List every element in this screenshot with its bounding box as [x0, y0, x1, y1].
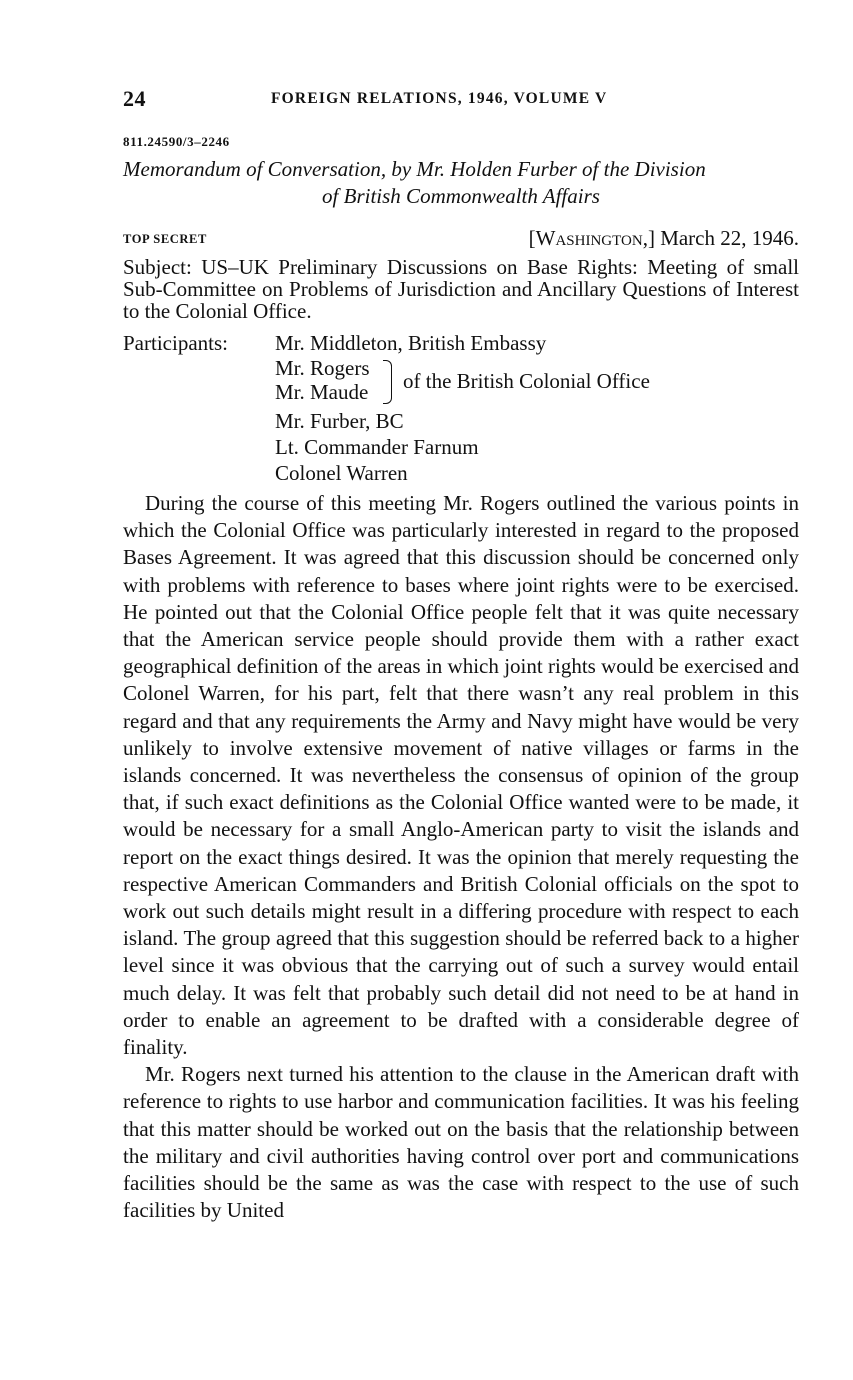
- participant: Mr. Rogers: [275, 356, 370, 380]
- participant: Mr. Middleton, British Embassy: [275, 331, 547, 355]
- date-line: [529, 226, 799, 251]
- participant: Mr. Maude: [275, 380, 369, 404]
- document-title-line-2: of British Commonwealth Affairs: [322, 184, 600, 208]
- page-number: 24: [123, 86, 146, 111]
- participant-group: [275, 356, 795, 408]
- document-title-line-1: Memorandum of Conversation, by Mr. Holden Furber of the Division: [123, 157, 706, 181]
- participant: Mr. Furber, BC: [275, 409, 404, 433]
- date: March 22, 1946.: [660, 226, 799, 250]
- subject: [123, 256, 799, 322]
- date-place: [Washington,]: [528, 226, 655, 250]
- participant: Lt. Commander Farnum: [275, 435, 479, 459]
- subject-text: US–UK Preliminary Discussions on Base Rights: Meeting of small Sub-Committee on Problems of Jurisdiction and Ancillary Questions of Interest to the Colonial Office.: [123, 255, 799, 323]
- participants-list: [275, 330, 795, 486]
- paragraph: During the course of this meeting Mr. Rogers outlined the various points in which the Colonial Office was particularly interested in regard to the proposed Bases Agreement. It was agreed that this discussion should be concerned only with problems with reference to bases where joint rights were to be exercised. He pointed out that the Colonial Office people felt that it was quite necessary that the American service people should provide them with a rather exact geographical definition of the areas in which joint rights would be exercised and Colonel Warren, for his part, felt that there wasn’t any real problem in this regard and that any requirements the Army and Navy might have would be very unlikely to involve extensive movement of native villages or farms in the islands concerned. It was nevertheless the consensus of opinion of the group that, if such exact definitions as the Colonial Office wanted were to be made, it would be necessary for a small Anglo-American party to visit the islands and report on the exact things desired. It was the opinion that merely requesting the respective American Commanders and British Colonial officials on the spot to work out such details might result in a differing procedure with respect to each island. The group agreed that this suggestion should be referred back to a higher level since it was obvious that the carrying out of such a survey would entail much delay. It was felt that probably such detail did not need to be at hand in order to enable an agreement to be drafted with a considerable degree of finality.: [123, 491, 799, 1060]
- classification-label: TOP SECRET: [123, 232, 207, 246]
- file-number: 811.24590/3–2246: [123, 134, 230, 149]
- participants-label: Participants:: [123, 331, 228, 355]
- paragraph: Mr. Rogers next turned his attention to the clause in the American draft with reference to rights to use harbor and communication facilities. It was his feeling that this matter should be worked out on the basis that the relationship between the military and civil authorities having control over port and communications facilities should be the same as was the case with respect to the use of such facilities by United: [123, 1062, 799, 1223]
- brace-bracket: [383, 360, 392, 404]
- subject-label: Subject:: [123, 255, 192, 279]
- body-text: [123, 490, 799, 1224]
- running-title: FOREIGN RELATIONS, 1946, VOLUME V: [271, 90, 608, 107]
- participant-group-affiliation: of the British Colonial Office: [403, 369, 650, 393]
- participant: Colonel Warren: [275, 461, 408, 485]
- document-title: [123, 156, 799, 210]
- running-head: [123, 86, 799, 114]
